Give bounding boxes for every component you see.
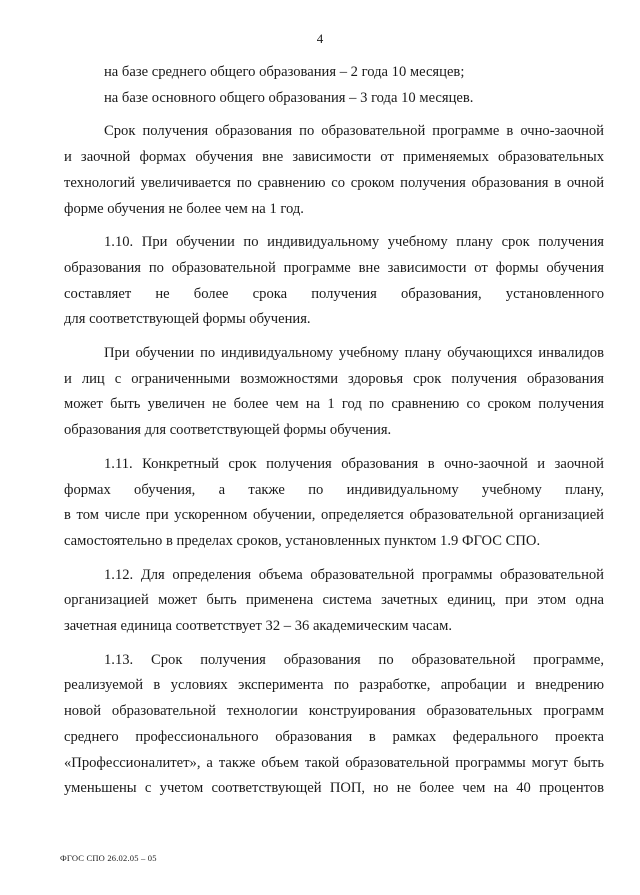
- text-line: 1.13. Срок получения образования по образовательной программе,: [104, 651, 604, 668]
- text-line: При обучении по индивидуальному учебному плану обучающихся инвалидов: [104, 345, 604, 362]
- text-line: для соответствующей формы обучения.: [64, 311, 311, 328]
- text-line: реализуемой в условиях эксперимента по разработке, апробации и внедрению: [64, 677, 604, 694]
- paragraph-gap: [64, 444, 604, 452]
- text-line: образования по образовательной программе вне зависимости от формы обучения: [64, 259, 604, 276]
- text-line: на базе основного общего образования – 3 года 10 месяцев.: [104, 89, 474, 106]
- text-line: на базе среднего общего образования – 2 года 10 месяцев;: [104, 64, 465, 80]
- text-line: организацией может быть применена система зачетных единиц, при этом одна: [64, 592, 604, 609]
- body-text: [64, 60, 604, 802]
- text-line: 1.10. При обучении по индивидуальному учебному плану срок получения: [104, 234, 604, 251]
- text-line: 1.12. Для определения объема образовательной программы образовательной: [104, 566, 604, 583]
- text-line: образования для соответствующей формы обучения.: [64, 422, 392, 439]
- text-line: Срок получения образования по образовательной программе в очно-заочной: [104, 123, 604, 140]
- paragraph-gap: [64, 640, 604, 648]
- text-line: «Профессионалитет», а также объем такой образовательной программы могут быть: [64, 754, 604, 771]
- paragraph-gap: [64, 333, 604, 341]
- text-line: самостоятельно в пределах сроков, установленных пунктом 1.9 ФГОС СПО.: [64, 532, 541, 549]
- text-line: формах обучения, а также по индивидуальному учебному плану,: [64, 481, 604, 498]
- text-line: 1.11. Конкретный срок получения образования в очно-заочной и заочной: [104, 455, 604, 472]
- text-line: в том числе при ускоренном обучении, определяется образовательной организацией: [64, 507, 604, 524]
- text-line: новой образовательной технологии конструирования образовательных программ: [64, 703, 604, 720]
- paragraph-gap: [64, 111, 604, 119]
- page-number: 4: [316, 31, 324, 46]
- text-line: и лиц с ограниченными возможностями здоровья срок получения образования: [64, 370, 604, 387]
- text-line: может быть увеличен не более чем на 1 год по сравнению со сроком получения: [64, 396, 604, 413]
- paragraph-gap: [64, 555, 604, 563]
- paragraph-gap: [64, 222, 604, 230]
- text-line: составляет не более срока получения образования, установленного: [64, 285, 604, 302]
- document-footer: ФГОС СПО 26.02.05 – 05: [60, 853, 157, 863]
- text-line: среднего профессионального образования в рамках федерального проекта: [64, 728, 604, 745]
- text-line: уменьшены с учетом соответствующей ПОП, но не более чем на 40 процентов: [64, 780, 604, 797]
- text-line: форме обучения не более чем на 1 год.: [64, 200, 304, 217]
- text-line: технологий увеличивается по сравнению со сроком получения образования в очной: [64, 174, 604, 191]
- text-line: зачетная единица соответствует 32 – 36 академическим часам.: [64, 618, 453, 635]
- text-line: и заочной формах обучения вне зависимости от применяемых образовательных: [64, 149, 604, 166]
